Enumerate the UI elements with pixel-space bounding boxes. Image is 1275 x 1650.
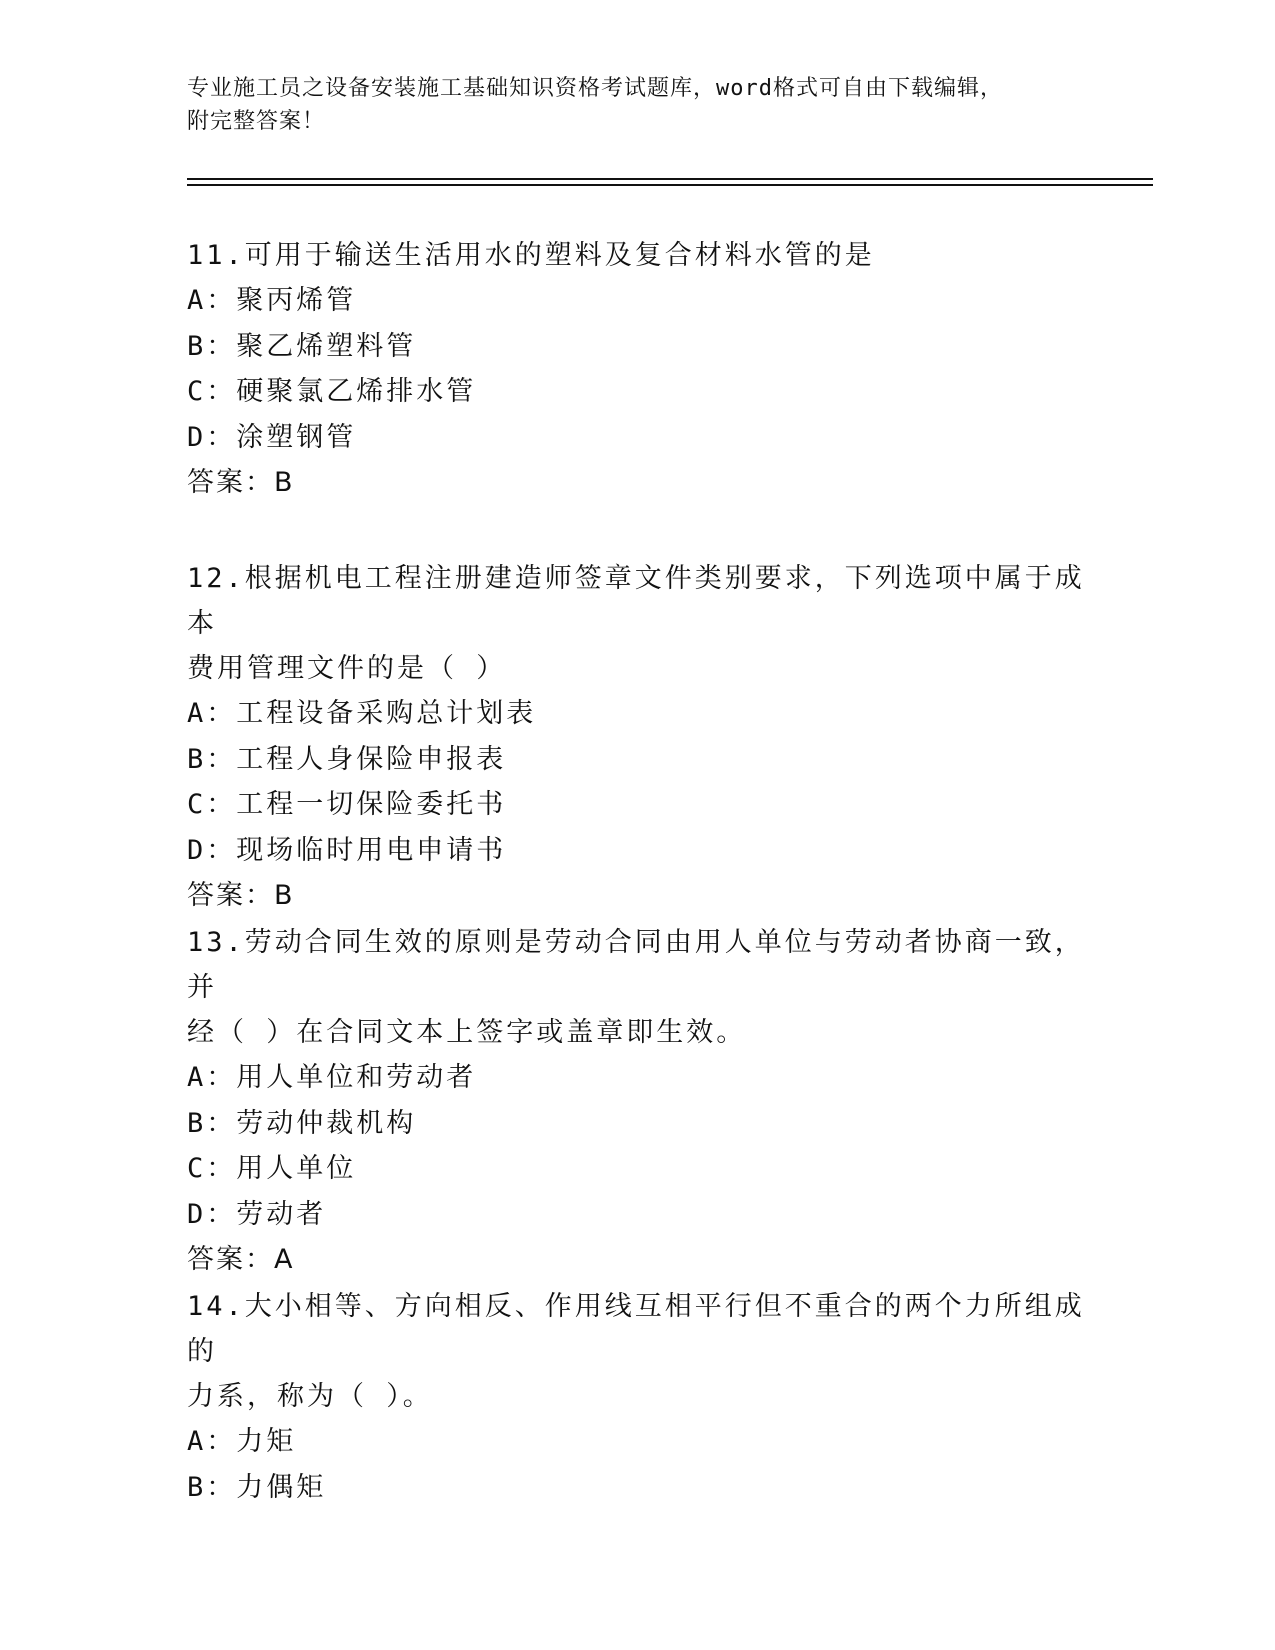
option-b: B：力偶矩	[187, 1471, 327, 1503]
option-c: C：工程一切保险委托书	[187, 789, 507, 820]
option-a: A：聚丙烯管	[187, 285, 357, 316]
option-a: A：工程设备采购总计划表	[187, 698, 537, 729]
answer: 答案：B	[187, 467, 295, 498]
header-line-2: 附完整答案！	[187, 109, 326, 134]
option-a: A：用人单位和劳动者	[187, 1062, 477, 1093]
option-b: B：劳动仲裁机构	[187, 1107, 417, 1139]
question-stem: 11.可用于输送生活用水的塑料及复合材料水管的是	[187, 240, 875, 271]
header-line-1: 专业施工员之设备安装施工基础知识资格考试题库，word格式可自由下载编辑，	[187, 76, 1003, 101]
question-stem-line-2: 力系，称为（ ）。	[187, 1381, 433, 1412]
header-divider-top	[187, 178, 1153, 180]
question-12	[187, 556, 1087, 918]
question-stem-line-1: 14.大小相等、方向相反、作用线互相平行但不重合的两个力所组成的	[187, 1291, 1085, 1367]
option-b: B：工程人身保险申报表	[187, 743, 507, 775]
document-header	[187, 72, 1067, 138]
question-13	[187, 920, 1087, 1282]
question-14	[187, 1284, 1087, 1510]
option-d: D：现场临时用电申请书	[187, 834, 507, 866]
question-11	[187, 233, 1087, 505]
question-stem-line-2: 经（ ）在合同文本上签字或盖章即生效。	[187, 1017, 747, 1048]
question-stem-line-2: 费用管理文件的是（ ）	[187, 653, 507, 684]
answer: 答案：B	[187, 880, 295, 911]
option-d: D：涂塑钢管	[187, 421, 357, 453]
question-stem-line-1: 13.劳动合同生效的原则是劳动合同由用人单位与劳动者协商一致，并	[187, 927, 1085, 1003]
question-stem-line-1: 12.根据机电工程注册建造师签章文件类别要求，下列选项中属于成本	[187, 563, 1085, 639]
option-a: A：力矩	[187, 1426, 297, 1457]
answer: 答案：A	[187, 1244, 295, 1275]
option-c: C：用人单位	[187, 1153, 357, 1184]
option-b: B：聚乙烯塑料管	[187, 330, 417, 362]
header-divider-bottom	[187, 184, 1153, 186]
option-d: D：劳动者	[187, 1198, 327, 1230]
option-c: C：硬聚氯乙烯排水管	[187, 376, 477, 407]
